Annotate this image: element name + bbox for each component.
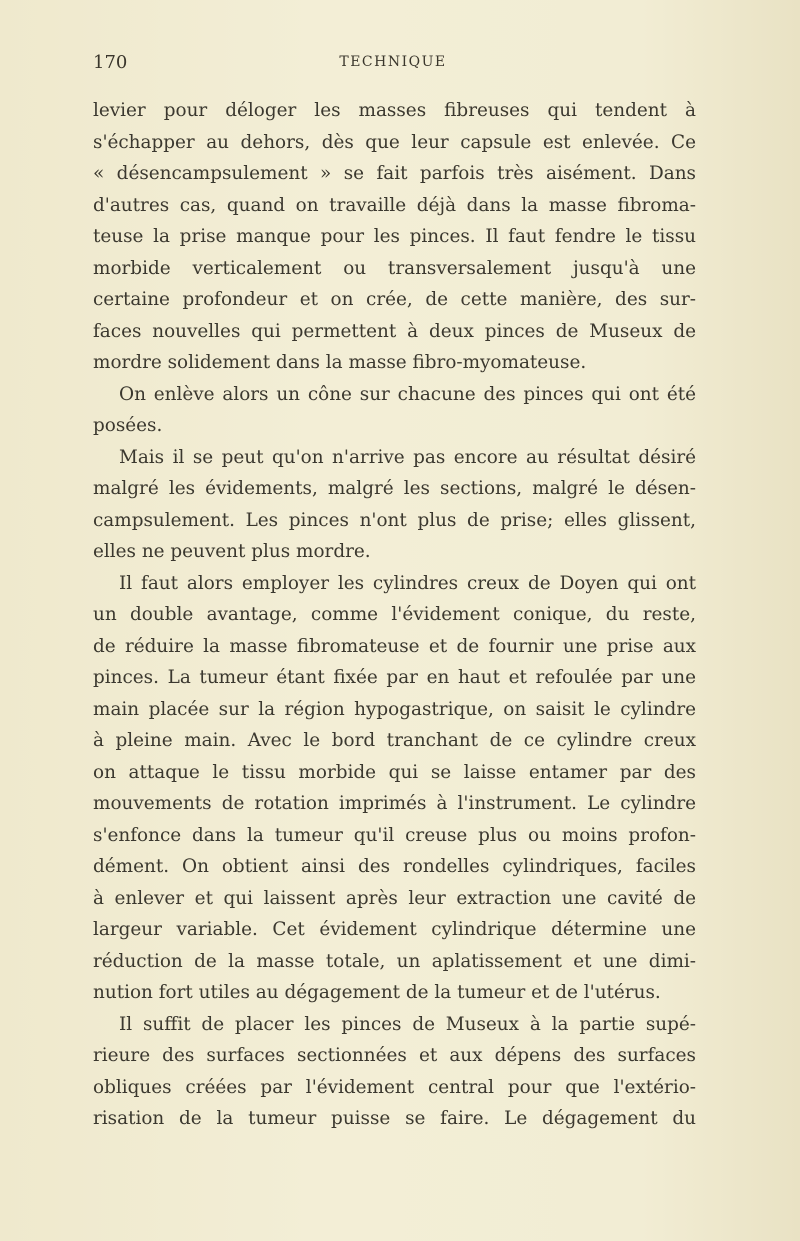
text-line: rieure des surfaces sectionnées et aux dépens des surfaces	[93, 1045, 696, 1066]
text-line: morbide verticalement ou transversalement jusqu'à une	[93, 257, 696, 279]
text-line: malgré les évidements, malgré les sections, malgré le désen-	[93, 478, 696, 499]
body-text	[93, 95, 696, 1135]
text-line: Il suffit de placer les pinces de Museux à la partie supé-	[119, 1013, 696, 1035]
text-line: Mais il se peut qu'on n'arrive pas encore au résultat désiré	[119, 446, 696, 468]
text-line: main placée sur la région hypogastrique, on saisit le cylindre	[93, 698, 696, 720]
text-line: on attaque le tissu morbide qui se laisse entamer par des	[93, 761, 696, 783]
text-line: largeur variable. Cet évidement cylindrique détermine une	[93, 919, 696, 940]
text-line: mordre solidement dans la masse fibro-myomateuse.	[93, 352, 587, 373]
text-line: dément. On obtient ainsi des rondelles cylindriques, faciles	[93, 856, 696, 877]
page-number: 170	[93, 52, 128, 73]
text-line: réduction de la masse totale, un aplatissement et une dimi-	[93, 950, 696, 972]
text-line: s'échapper au dehors, dès que leur capsule est enlevée. Ce	[93, 131, 696, 153]
text-line: campsulement. Les pinces n'ont plus de prise; elles glissent,	[93, 509, 696, 531]
text-line: levier pour déloger les masses fibreuses qui tendent à	[93, 100, 696, 121]
text-line: risation de la tumeur puisse se faire. Le dégagement du	[93, 1108, 696, 1129]
text-line: teuse la prise manque pour les pinces. Il faut fendre le tissu	[93, 226, 696, 247]
page-header	[93, 52, 693, 76]
text-line: faces nouvelles qui permettent à deux pinces de Museux de	[93, 320, 696, 342]
text-line: pinces. La tumeur étant fixée par en haut et refoulée par une	[93, 667, 696, 688]
text-line: Il faut alors employer les cylindres creux de Doyen qui ont	[119, 572, 696, 594]
text-line: certaine profondeur et on crée, de cette manière, des sur-	[93, 289, 696, 310]
text-line: un double avantage, comme l'évidement conique, du reste,	[93, 604, 696, 625]
text-line: à enlever et qui laissent après leur extraction une cavité de	[93, 887, 696, 909]
text-line: On enlève alors un cône sur chacune des pinces qui ont été	[119, 383, 696, 405]
text-line: d'autres cas, quand on travaille déjà dans la masse fibroma-	[93, 194, 696, 216]
text-line: obliques créées par l'évidement central pour que l'extério-	[93, 1076, 696, 1098]
text-line: elles ne peuvent plus mordre.	[93, 541, 371, 562]
text-line: s'enfonce dans la tumeur qu'il creuse plus ou moins profon-	[93, 824, 696, 846]
text-line: mouvements de rotation imprimés à l'instrument. Le cylindre	[93, 793, 696, 814]
text-line: « désencampsulement » se fait parfois très aisément. Dans	[93, 163, 696, 184]
text-line: nution fort utiles au dégagement de la tumeur et de l'utérus.	[93, 982, 661, 1003]
running-head: TECHNIQUE	[339, 54, 447, 70]
text-line: de réduire la masse fibromateuse et de fournir une prise aux	[93, 635, 696, 657]
text-line: à pleine main. Avec le bord tranchant de ce cylindre creux	[93, 730, 696, 751]
text-line: posées.	[93, 415, 163, 436]
